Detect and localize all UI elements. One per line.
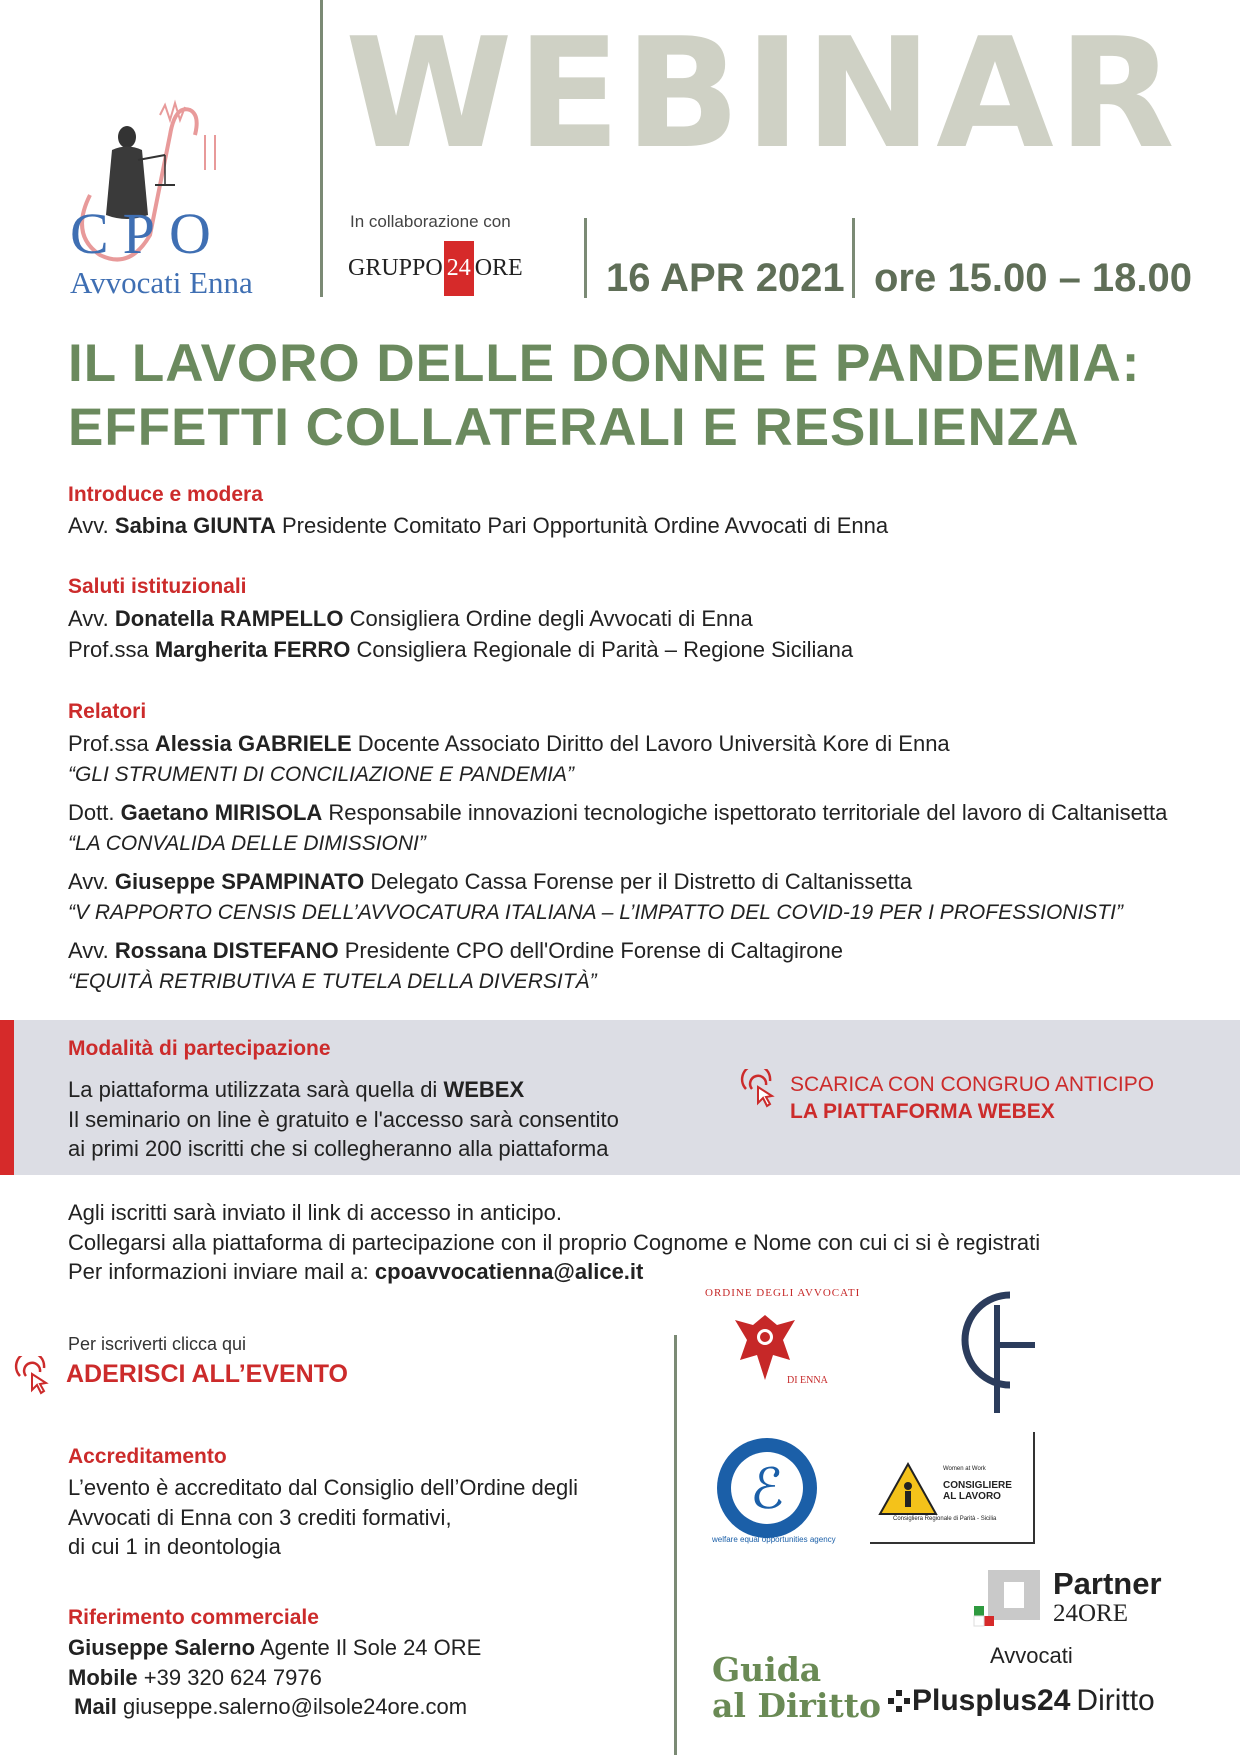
header-divider-2	[584, 218, 587, 298]
saluti-prefix: Prof.ssa	[68, 637, 149, 662]
relatore-role: Responsabile innovazioni tecnologiche ispettorato territoriale del lavoro di Caltanisetta	[328, 800, 1168, 825]
relatore-prefix: Avv.	[68, 869, 109, 894]
riferimento-block	[68, 1633, 481, 1722]
plusplus-icon	[888, 1690, 910, 1712]
relatore-name: Rossana DISTEFANO	[114, 938, 339, 963]
partner-24: 24	[1053, 1600, 1078, 1627]
equal-logo-text: welfare equal opportunities agency	[712, 1535, 836, 1544]
gruppo-logo-box: 24	[444, 241, 474, 296]
info-line3	[68, 1257, 1040, 1287]
register-event-label: ADERISCI ALL’EVENTO	[66, 1360, 348, 1388]
saluti-prefix: Avv.	[68, 606, 109, 631]
gruppo-24-ore-logo	[348, 242, 523, 294]
mobile-number: +39 320 624 7976	[143, 1664, 322, 1690]
svg-text:ℰ: ℰ	[750, 1459, 784, 1521]
relatore-line	[68, 935, 843, 967]
saluti-name: Donatella RAMPELLO	[114, 606, 344, 631]
cassa-forense-logo	[955, 1285, 1035, 1415]
plusplus-bold: Plusplus24	[912, 1684, 1071, 1717]
event-date: 16 APR 2021	[606, 256, 845, 300]
saluti-name: Margherita FERRO	[154, 637, 351, 662]
ordine-logo-text: ORDINE DEGLI AVVOCATI	[705, 1287, 861, 1299]
saluti-heading: Saluti istituzionali	[68, 575, 247, 598]
gruppo-logo-right: ORE	[474, 254, 523, 281]
participation-line1-text: La piattaforma utilizzata sarà quella di	[68, 1077, 438, 1102]
riferimento-heading: Riferimento commerciale	[68, 1606, 319, 1629]
relatore-line	[68, 728, 950, 760]
consigliere-footer: Consigliera Regionale di Parità - Sicilia	[893, 1516, 997, 1522]
webex-label: WEBEX	[443, 1077, 525, 1102]
moderator-role: Presidente Comitato Pari Opportunità Ordine Avvocati di Enna	[281, 513, 889, 538]
plusplus24-diritto-logo	[888, 1684, 1155, 1718]
saluti-item	[68, 634, 853, 666]
riferimento-mobile-line	[68, 1663, 481, 1693]
relatore-talk: “EQUITÀ RETRIBUTIVA E TUTELA DELLA DIVERSITÀ”	[68, 970, 597, 993]
participation-text	[68, 1075, 619, 1164]
relatore-role: Docente Associato Diritto del Lavoro Università Kore di Enna	[357, 731, 950, 756]
moderator-line	[68, 510, 888, 542]
riferimento-name-line	[68, 1633, 481, 1663]
cpo-logo-letters: CPO	[70, 201, 225, 266]
info-line1: Agli iscritti sarà inviato il link di accesso in anticipo.	[68, 1200, 562, 1225]
register-event-button[interactable]	[14, 1354, 354, 1398]
register-label: Per iscriverti clicca qui	[68, 1334, 247, 1354]
webinar-title: WEBINAR	[345, 5, 1179, 182]
relatore-line	[68, 797, 1167, 829]
riferimento-name: Giuseppe Salerno	[68, 1635, 256, 1660]
collab-label: In collaborazione con	[350, 212, 511, 231]
event-time: ore 15.00 – 18.00	[874, 256, 1193, 300]
ordine-avvocati-enna-logo	[695, 1285, 861, 1405]
equal-opportunities-logo	[712, 1433, 836, 1544]
partner-24ore	[1053, 1600, 1128, 1628]
relatore-talk: “V RAPPORTO CENSIS DELL’AVVOCATURA ITALIANA – L’IMPATTO DEL COVID-19 PER I PROFESSIONISTI”	[68, 901, 1123, 924]
partner-ore: ORE	[1078, 1600, 1128, 1627]
accreditamento-line3: di cui 1 in deontologia	[68, 1534, 281, 1560]
consigliere-line1: CONSIGLIERE	[943, 1480, 1012, 1491]
relatore-role: Presidente CPO dell'Ordine Forense di Caltagirone	[344, 938, 843, 963]
consigliere-small-text: Women at Work	[943, 1466, 986, 1472]
saluti-item	[68, 603, 753, 635]
participation-line1	[68, 1075, 619, 1105]
info-line2: Collegarsi alla piattaforma di partecipazione con il proprio Cognome e Nome con cui ci si è registrati	[68, 1229, 1041, 1255]
partner-24-ore-icon	[970, 1568, 1050, 1638]
relatore-talk: “LA CONVALIDA DELLE DIMISSIONI”	[68, 832, 426, 855]
participation-heading: Modalità di partecipazione	[68, 1037, 331, 1060]
ordine-logo-text-side: DI ENNA	[787, 1375, 828, 1386]
participation-line2: Il seminario on line è gratuito e l'accesso sarà consentito	[68, 1106, 619, 1132]
participation-accent-bar	[0, 1020, 14, 1175]
touch-click-icon	[740, 1069, 780, 1109]
guida-line1: Guida	[712, 1650, 822, 1689]
contact-email-link[interactable]: cpoavvocatienna@alice.it	[374, 1259, 644, 1285]
touch-click-icon	[14, 1356, 54, 1396]
consigliere-line2: AL LAVORO	[943, 1491, 1001, 1502]
accreditamento-heading: Accreditamento	[68, 1445, 227, 1468]
accreditamento-line1: L’evento è accreditato dal Consiglio dell’Ordine degli	[68, 1475, 578, 1500]
consigliere-title	[943, 1480, 1012, 1502]
participation-line3: ai primi 200 iscritti che si collegheranno alla piattaforma	[68, 1136, 609, 1162]
header-divider-3	[852, 218, 855, 298]
cpo-logo-subtitle: Avvocati Enna	[70, 265, 253, 300]
riferimento-role: Agente Il Sole 24 ORE	[259, 1635, 482, 1660]
guida-line2: al Diritto	[712, 1685, 881, 1725]
relatore-name: Alessia GABRIELE	[154, 731, 352, 756]
relatore-name: Gaetano MIRISOLA	[120, 800, 323, 825]
moderator-name: Sabina GIUNTA	[114, 513, 276, 538]
relatori-heading: Relatori	[68, 700, 147, 723]
warning-sign-icon	[878, 1460, 938, 1520]
webex-cta-line1: SCARICA CON CONGRUO ANTICIPO	[790, 1073, 1155, 1096]
relatore-prefix: Avv.	[68, 938, 109, 963]
main-title-line1: IL LAVORO DELLE DONNE E PANDEMIA:	[68, 334, 1141, 393]
cpo-logo	[60, 95, 310, 305]
relatore-prefix: Prof.ssa	[68, 731, 149, 756]
info-line3-text: Per informazioni inviare mail a:	[68, 1259, 369, 1285]
moderator-prefix: Avv.	[68, 513, 109, 538]
header-divider-1	[320, 0, 323, 297]
plusplus-light: Diritto	[1076, 1684, 1155, 1717]
introduce-heading: Introduce e modera	[68, 483, 263, 506]
partner-word: Partner	[1053, 1566, 1162, 1601]
saluti-role: Consigliera Ordine degli Avvocati di Enna	[349, 606, 753, 631]
logos-divider	[674, 1335, 677, 1755]
mobile-label: Mobile	[68, 1664, 138, 1690]
main-title-line2: EFFETTI COLLATERALI E RESILIENZA	[68, 397, 1080, 457]
accreditamento-text	[68, 1473, 578, 1562]
webex-cta-line2: LA PIATTAFORMA WEBEX	[790, 1100, 1055, 1123]
relatore-role: Delegato Cassa Forense per il Distretto di Caltanissetta	[370, 869, 913, 894]
saluti-role: Consigliera Regionale di Parità – Regione Siciliana	[356, 637, 854, 662]
partner-avvocati: Avvocati	[990, 1643, 1073, 1668]
relatore-prefix: Dott.	[68, 800, 115, 825]
guida-al-diritto-logo	[712, 1652, 881, 1723]
relatore-line	[68, 866, 912, 898]
relatore-name: Giuseppe SPAMPINATO	[114, 869, 365, 894]
consigliere-lavoro-logo	[870, 1432, 1035, 1544]
relatore-talk: “GLI STRUMENTI DI CONCILIAZIONE E PANDEMIA”	[68, 763, 574, 786]
main-title	[68, 332, 1140, 459]
gruppo-logo-left: GRUPPO	[348, 254, 443, 281]
mail-label: Mail	[74, 1694, 117, 1720]
mail-address[interactable]: giuseppe.salerno@ilsole24ore.com	[123, 1694, 468, 1720]
info-block	[68, 1198, 1040, 1287]
accreditamento-line2: Avvocati di Enna con 3 crediti formativi,	[68, 1504, 452, 1530]
riferimento-mail-line	[68, 1692, 481, 1722]
